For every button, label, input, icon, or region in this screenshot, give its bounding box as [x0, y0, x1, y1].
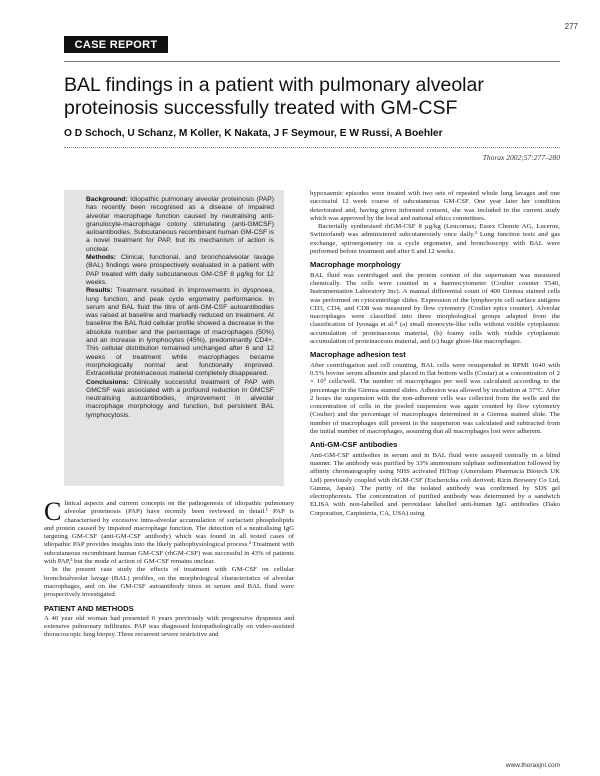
left-column [44, 497, 294, 640]
abstract-results: Results: Treatment resulted in improvements in dyspnoea, lung function, and peak cycle ergometry performance. In serum and BAL fluid the titre of anti-GM-CSF autoantibodies was raised at baseline and markedly reduced on treatment. At baseline the BAL fluid cellular profile showed a decrease in the absolute number and the percentage of macrophages (50%) and an increase in lymphocytes (45%), predominantly CD4+. This cellular distribution remained unchanged after 6 and 12 weeks of treatment while macrophages became morphologically normal and functionally improved. Extracellular proteinaceous material completely disappeared. [86, 287, 274, 378]
abstract-background: Background: Idiopathic pulmonary alveolar proteinosis (PAP) has recently been recognised as a disease of impaired alveolar macrophage function caused by neutralising anti-granulocyte-macrophage colony stimulating (anti-GMCSF) autoantibodies. Subcutaneous recombinant human GM-CSF is a novel treatment for PAP, but its mechanism of action is unclear. [86, 196, 274, 253]
section-tag: CASE REPORT [64, 36, 168, 53]
journal-citation: Thorax 2002;57:277–280 [482, 153, 560, 162]
heading-anti-gmcsf: Anti-GM-CSF antibodies [310, 440, 398, 450]
section-heading-patient: PATIENT AND METHODS [44, 603, 134, 613]
footer-url[interactable]: www.thoraxjnl.com [505, 762, 560, 769]
abstract-box [64, 190, 284, 486]
adhesion-paragraph: After centrifugation and cell counting, BAL cells were resuspended in RPMI 1640 with 0.5% bovine serum albumin and placed in flat bottom wells (Costar) at a concentration of 2 × 10⁵ cells/well. The number of macrophages per well was calculated according to the percentage in the Giemsa stained slides. Adhesion was allowed by incubation at 37°C. After 2 hours the suspension with the non-adherent cells was collected from the wells and the concentration of cells in the pooled suspension was again counted by flow cytometry (Coulter) and the percentage of macrophages determined in a Giemsa stained slide. The number of macrophages still present in the suspension was calculated and subtracted from the initial number of macrophages, assuming that all macrophages lost were adherent. [310, 361, 560, 436]
heading-macrophage-morphology: Macrophage morphology [310, 260, 401, 270]
top-rule [64, 61, 560, 62]
dotted-rule [64, 147, 560, 148]
drop-cap: C [44, 497, 62, 526]
abstract-conclusions: Conclusions: Clinically successful treatment of PAP with GMCSF was associated with a profound reduction in GMCSF neutralising autoantibodies, improvement in alveolar macrophage morphology and function, but persistent BAL lymphocytosis. [86, 378, 274, 419]
antibody-paragraph: Anti-GM-CSF antibodies in serum and in BAL fluid were assayed centrally in a blind manner. The antibody was purified by 33% ammonium sulphate sedimentation followed by affinity chromatography using NHS activated HiTrap (Amersham Pharmacia Biotech UK Ltd) previously coupled with rhGM-CSF (Escherichia coli derived; Kirin Brewery Co Ltd, Gunma, Japan). The purity of the isolated antibody was confirmed by SDS gel electrophoresis. The concentration of purified antibody was determined by a sandwich ELISA with non-labelled and peroxidase labelled anti-human IgG antibodies (Dako Corporation, Carpinteria, CA, USA) using [310, 451, 560, 517]
heading-adhesion-test: Macrophage adhesion test [310, 350, 406, 360]
right-column [310, 190, 560, 518]
intro-paragraph: Clinical aspects and current concepts on the pathogenesis of idiopathic pulmonary alveolar proteinosis (PAP) have recently been reviewed in detail.¹ PAP is characterised by excessive intra-alveolar accumulation of surfactant phospholipids and protein caused by impaired macrophage function. The detection of a neutralising IgG targeting GM-CSF (anti-GM-CSF antibody) which was found in all tested cases of idiopathic PAP provides insights into the likely pathophysiological process.² Treatment with subcutaneous recombinant human GM-CSF (rhGM-CSF) was successful in 43% of patients with PAP,³ but the mode of action of GM-CSF remains unclear. [44, 497, 294, 566]
author-list: O D Schoch, U Schanz, M Koller, K Nakata, J F Seymour, E W Russi, A Boehler [64, 128, 443, 139]
patient-continued: hypoxaemic episodes were treated with two sets of repeated whole lung lavages and one successful 12 week course of subcutaneous GM-CSF. One year later her condition deteriorated and, having given informed consent, she was included in the current study which was approved by the local and national ethics committees. [310, 190, 560, 222]
article-title: BAL findings in a patient with pulmonary alveolar proteinosis successfully treated with GM-CSF [64, 74, 484, 119]
abstract-methods: Methods: Clinical, functional, and bronchoalveolar lavage (BAL) findings were prospectively evaluated in a patient with PAP treated with daily subcutaneous GM-CSF 8 µg/kg for 12 weeks. [86, 254, 274, 286]
patient-paragraph: A 40 year old woman had presented 6 years previously with progressive dyspnoea and extensive pulmonary infiltrates. PAP was diagnosed histopathologically on video-assisted thoracoscopic lung biopsy. Three recurrent severe restrictive and [44, 614, 294, 639]
gmcsf-paragraph: Bacterially synthesised rhGM-CSF 8 µg/kg (Leucomax; Essex Chemie AG, Lucerne, Switzerland) was administered subcutaneously once daily.³ Lung function tests and gas exchange, spiroergometry on a cycle ergometer, and bronchoscopy with BAL were performed before treatment and after 6 and 12 weeks. [310, 223, 560, 256]
page-number: 277 [564, 22, 578, 31]
intro-paragraph-2: In the present case study the effects of treatment with GM-CSF on cellular bronchoalveolar lavage (BAL) profiles, on the morphological characteristics of alveolar macrophages, and on the GM-CSF autoantibody titres in serum and BAL fluid were prospectively investigated. [44, 566, 294, 599]
morphology-paragraph: BAL fluid was centrifuged and the protein content of the supernatant was measured chemically. The cells were counted in a haemocytometer (Coulter counter T540, Instrumentation Laboratory Inc). A manual differential count of 400 Giemsa stained cells was performed on cytocentrifuge slides. Expression of the lymphocyte cell surface antigens CD3, CD4, and CD8 was measured by flow cytometry (Coulter epics counter). Alveolar macrophages were classified into three morphological groups adapted from the classification of Iyonaga et al:⁴ (a) small monocyte-like cells without visible cytoplasmic accumulation of proteinaceous material, (b) foamy cells with visible cytoplasmic accumulation of proteinaceous material, and (c) huge ghost-like macrophages. [310, 271, 560, 346]
